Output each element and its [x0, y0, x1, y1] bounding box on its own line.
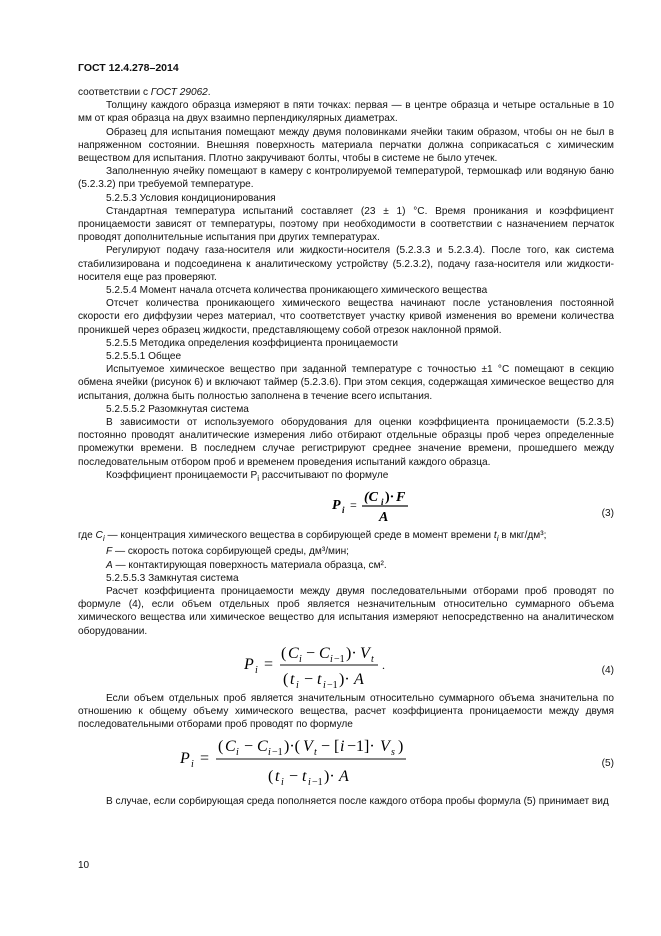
svg-text:i: i [255, 664, 258, 676]
svg-text:−1: −1 [334, 653, 345, 665]
paragraph [78, 529, 614, 545]
svg-text:−1: −1 [312, 777, 323, 789]
page-number: 10 [78, 860, 90, 871]
svg-text:i: i [236, 747, 239, 759]
svg-text:t: t [314, 747, 317, 759]
svg-text:)·: )· [339, 670, 350, 688]
svg-text:i: i [299, 653, 302, 665]
svg-text:(: ( [281, 644, 287, 662]
svg-text:[: [ [334, 738, 340, 756]
paragraph: Толщину каждого образца измеряют в пяти точках: первая — в центре образца и четыре остальные в 10 мм от края образца на двух взаимно перпендикулярных диаметрах. [78, 100, 614, 125]
formula-number: (3) [601, 508, 614, 520]
svg-text:)·: )· [385, 490, 395, 506]
svg-text:i: i [381, 497, 384, 508]
symbol: t [493, 530, 497, 542]
svg-text:i: i [296, 679, 299, 691]
text: — концентрация химического вещества в сорбирующей среде в момент времени [104, 530, 494, 542]
formula-5-graphic [78, 731, 614, 791]
svg-text:i: i [340, 738, 345, 756]
text: в мкг/дм³; [498, 530, 547, 542]
svg-text:V: V [303, 738, 313, 756]
text: — скорость потока сорбирующей среды, дм³/мин; [112, 546, 349, 558]
svg-text:A: A [379, 510, 389, 526]
subscript: i [496, 533, 499, 544]
svg-text:=: = [200, 750, 210, 768]
svg-text:V: V [380, 738, 390, 756]
paragraph [78, 86, 614, 99]
svg-text:−1: −1 [327, 679, 338, 691]
svg-text:−: − [306, 644, 316, 662]
symbol: C [95, 530, 103, 542]
svg-text:i: i [342, 505, 345, 516]
svg-text:P: P [332, 498, 341, 514]
svg-text:−: − [289, 768, 299, 786]
svg-text:t: t [371, 653, 374, 665]
paragraph: Образец для испытания помещают между двумя половинками ячейки таким образом, чтобы он не был в напряженном состоянии. Внешняя поверхность материала перчатки должна соприкасаться с химическим веществом для испытания. Плотно закручивают болты, чтобы в системе не было утечек. [78, 126, 614, 165]
document-body [78, 86, 614, 809]
section-heading: 5.2.5.5.3 Замкнутая система [106, 572, 239, 584]
paragraph: В случае, если сорбирующая среда пополняется после каждого отбора пробы формула (5) принимает вид [106, 796, 609, 808]
svg-text:)·(: )·( [284, 738, 300, 756]
svg-text:)·: )· [324, 768, 335, 786]
symbol: A [106, 559, 113, 571]
svg-text:F: F [396, 490, 406, 506]
paragraph: Отсчет количества проникающего химического вещества начинают после установления постоянной скорости его диффузии через материал, что соответствует участку кривой изменения во времени количества проникшей через образец жидкости, представляющему собой отрезок наклонной прямой. [78, 298, 614, 336]
svg-text:A: A [354, 670, 364, 688]
svg-text:i: i [281, 777, 284, 789]
svg-text:=: = [264, 655, 274, 673]
svg-text:.: . [382, 657, 385, 672]
paragraph: Испытуемое химическое вещество при заданной температуре с точностью ±1 °С помещают в секцию обмена ячейки (рисунок 6) и включают таймер (5.2.3.6). При этом секция, содержащая химическое вещество для испытания, должна быть полностью заполнена в течение всего испытания. [78, 364, 614, 402]
definition [78, 545, 614, 558]
svg-text:P: P [180, 750, 190, 768]
formula-number: (5) [601, 758, 614, 770]
section-heading: 5.2.5.5.2 Разомкнутая система [106, 403, 249, 415]
paragraph [78, 469, 614, 485]
paragraph: Заполненную ячейку помещают в камеру с контролируемой температурой, термошкаф или водяную баню (5.2.3.2) при требуемой температуре. [78, 166, 614, 191]
paragraph: Регулируют подачу газа-носителя или жидкости-носителя (5.2.3.3 и 5.2.3.4). После того, как система стабилизирована и подсоединена к аналитическому устройству (5.2.3.2), подачу газа-носителя или жидкости-носителя еще раз проверяют. [78, 245, 614, 283]
paragraph: Стандартная температура испытаний составляет (23 ± 1) °С. Время проникания и коэффициент проницаемости зависят от температуры, поэтому при необходимости в соответствии с назначением перчаток проводят дополнительные испытания при других температурах. [78, 205, 614, 244]
svg-text:i: i [323, 679, 326, 691]
document-header: ГОСТ 12.4.278–2014 [78, 62, 179, 74]
svg-text:i: i [308, 777, 311, 789]
section-heading: 5.2.5.5.1 Общее [106, 351, 182, 363]
formula-4 [78, 638, 614, 692]
svg-text:(: ( [283, 670, 289, 688]
svg-text:V: V [360, 644, 370, 662]
svg-text:i: i [191, 759, 194, 771]
svg-text:C: C [257, 738, 268, 756]
subscript: i [102, 533, 105, 544]
svg-text:−: − [244, 738, 254, 756]
paragraph: В зависимости от используемого оборудования для оценки коэффициента проницаемости (5.2.3.5) постоянно проводят аналитические измерения либо отбирают отдельные образцы проб через определенные промежутки времени. В последнем случае регистрируют среднее значение времени, прошедшего между последовательным отбором проб и временем проведения испытаний каждого образца. [78, 417, 614, 468]
text: где [78, 530, 96, 542]
svg-text:C: C [288, 644, 299, 662]
svg-text:C: C [319, 644, 330, 662]
formula-number: (4) [601, 664, 614, 676]
svg-text:(: ( [218, 738, 224, 756]
formula-3-graphic [78, 485, 614, 529]
text: соответствии с [78, 87, 151, 98]
svg-text:A: A [339, 768, 349, 786]
svg-text:(C: (C [364, 490, 378, 506]
svg-text:t: t [302, 768, 307, 786]
svg-text:=: = [350, 498, 357, 513]
paragraph: Если объем отдельных проб является значительным относительно суммарного объема значительна по отношению к общему объему химического вещества, расчет коэффициента проницаемости между двумя последовательными отборами проб проводят по формуле [78, 692, 614, 731]
section-heading: 5.2.5.4 Момент начала отсчета количества проникающего химического вещества [106, 285, 488, 297]
svg-text:)·: )· [346, 644, 357, 662]
section-heading: 5.2.5.3 Условия кондиционирования [106, 192, 276, 204]
svg-text:(: ( [268, 768, 274, 786]
section-heading: 5.2.5.5 Методика определения коэффициента проницаемости [106, 337, 399, 349]
svg-text:): ) [398, 738, 404, 756]
svg-text:i: i [268, 747, 271, 759]
svg-text:t: t [290, 670, 295, 688]
svg-text:−: − [321, 738, 331, 756]
svg-text:s: s [391, 747, 395, 759]
formula-4-graphic [78, 638, 614, 692]
svg-text:t: t [275, 768, 280, 786]
text: — контактирующая поверхность материала образца, см². [112, 559, 387, 571]
svg-text:i: i [330, 653, 333, 665]
standard-reference: ГОСТ 29062 [150, 87, 208, 98]
definition [78, 559, 614, 572]
text: . [207, 87, 211, 98]
formula-5 [78, 731, 614, 791]
formula-3 [78, 485, 614, 529]
subscript: i [257, 472, 260, 483]
svg-text:C: C [225, 738, 236, 756]
svg-text:P: P [244, 655, 254, 673]
symbol: F [106, 546, 113, 558]
text: Коэффициент проницаемости P [106, 469, 258, 481]
text: рассчитывают по формуле [259, 469, 389, 481]
svg-text:−1: −1 [272, 747, 283, 759]
svg-text:t: t [317, 670, 322, 688]
svg-text:−1]·: −1]· [347, 738, 375, 756]
svg-text:−: − [304, 670, 314, 688]
paragraph: Расчет коэффициента проницаемости между двумя последовательными отборами проб проводят по формуле (4), если объем отдельных проб является незначительным относительно суммарного объема химического вещества или химическое вещество для испытания измеряют непосредственно на аналитическом оборудовании. [78, 585, 614, 637]
